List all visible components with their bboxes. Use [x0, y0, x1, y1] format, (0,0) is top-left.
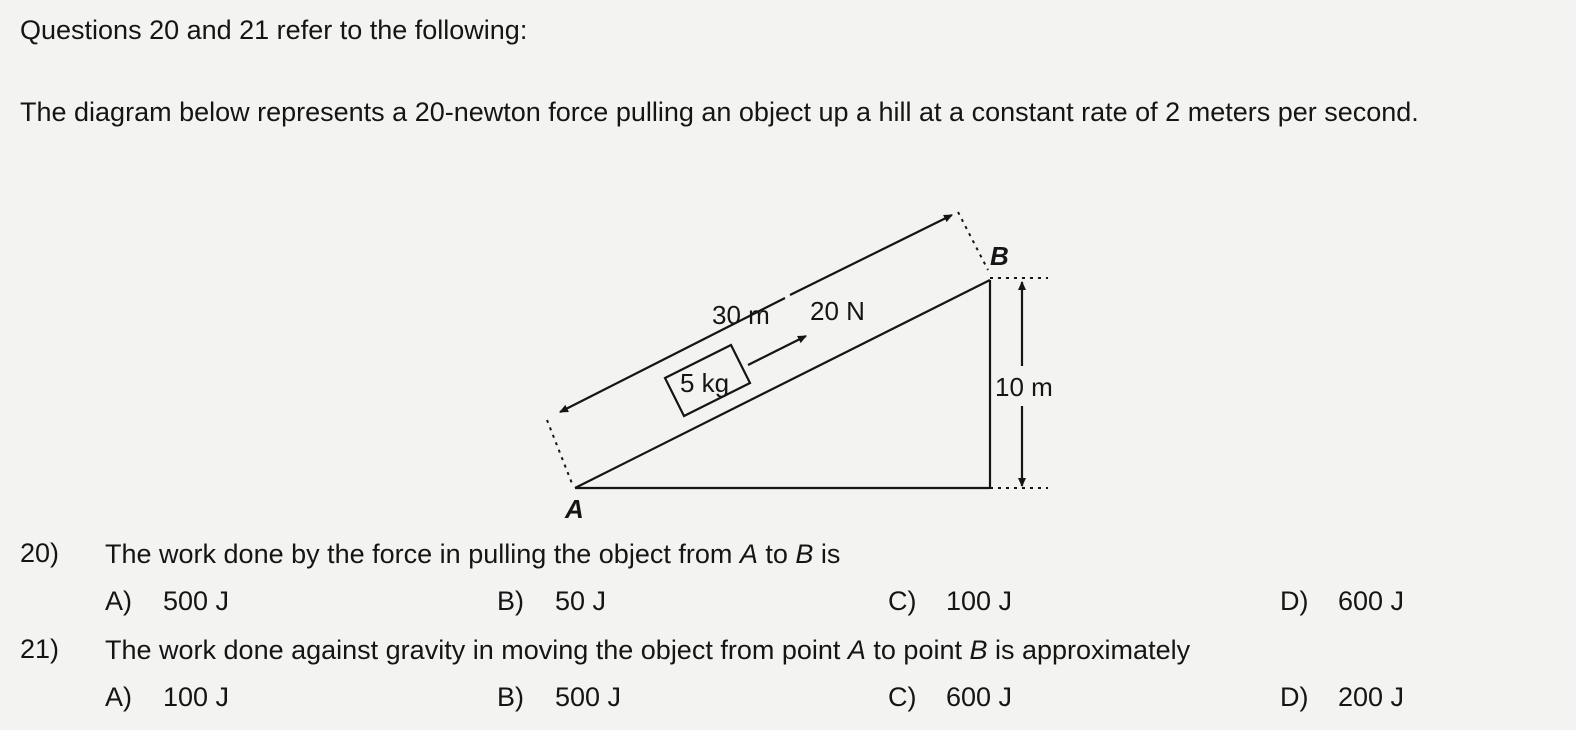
q20-option-d[interactable]: D) 600 J — [1280, 586, 1405, 616]
q21-option-b[interactable]: B) 500 J — [497, 682, 622, 712]
point-b-label: B — [990, 241, 1009, 271]
q21-option-d[interactable]: D) 200 J — [1280, 682, 1405, 712]
length-label: 30 m — [712, 300, 770, 330]
q21-option-a[interactable]: A) 100 J — [105, 682, 230, 712]
q20-option-a[interactable]: A) 500 J — [105, 586, 230, 616]
question-20-text: The work done by the force in pulling the object from A to B is — [105, 539, 841, 569]
question-21-text: The work done against gravity in moving the object from point A to point B is approximately — [105, 635, 1191, 665]
questions-header: Questions 20 and 21 refer to the following: — [20, 15, 528, 45]
intro-paragraph: The diagram below represents a 20-newton force pulling an object up a hill at a constant rate of 2 meters per second. — [20, 97, 1419, 127]
height-label: 10 m — [995, 372, 1053, 402]
force-arrow — [748, 336, 806, 365]
question-21-number: 21) — [20, 634, 60, 664]
q20-option-c[interactable]: C) 100 J — [888, 586, 1013, 616]
incline-surface — [575, 280, 990, 488]
mass-label: 5 kg — [680, 368, 730, 398]
point-a-label: A — [565, 494, 584, 524]
question-20-number: 20) — [20, 538, 60, 568]
q20-option-b[interactable]: B) 50 J — [497, 586, 607, 616]
q21-option-c[interactable]: C) 600 J — [888, 682, 1013, 712]
force-label: 20 N — [810, 296, 865, 326]
length-arrow-up — [790, 215, 952, 295]
